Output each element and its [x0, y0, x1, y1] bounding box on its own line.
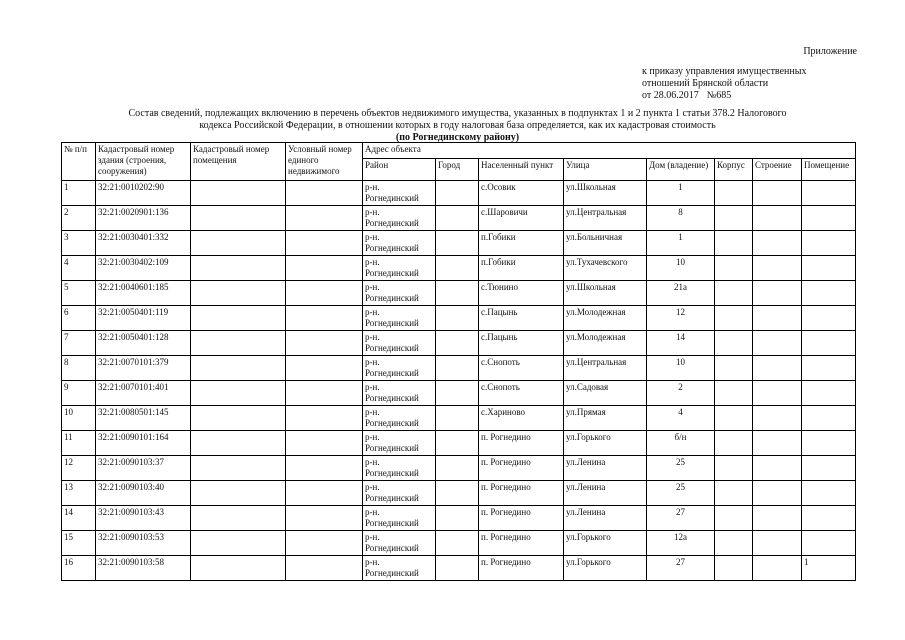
row-cad-building: 32:21:0080501:145 [96, 406, 191, 431]
row-house: 12а [647, 531, 715, 556]
row-house: 8 [647, 206, 715, 231]
row-structure [753, 431, 802, 456]
row-num: 5 [62, 281, 96, 306]
row-settlement: п. Рогнедино [479, 556, 564, 581]
row-cad-building: 32:21:0090103:40 [96, 481, 191, 506]
row-num: 3 [62, 231, 96, 256]
row-cad-room [191, 206, 286, 231]
row-house: 14 [647, 331, 715, 356]
row-cad-building: 32:21:0030401:332 [96, 231, 191, 256]
row-district: р-н. Рогнединский [363, 256, 436, 281]
row-settlement: с.Пацынь [479, 331, 564, 356]
row-house: 10 [647, 356, 715, 381]
row-settlement: п.Гобики [479, 231, 564, 256]
row-num: 2 [62, 206, 96, 231]
row-room [802, 431, 856, 456]
header-num: № п/п [62, 143, 96, 181]
row-city [436, 356, 479, 381]
row-district: р-н. Рогнединский [363, 431, 436, 456]
header-street: Улица [564, 159, 647, 181]
row-cad-room [191, 331, 286, 356]
table-row [62, 256, 856, 281]
row-cad-room [191, 306, 286, 331]
row-city [436, 256, 479, 281]
row-cad-building: 32:21:0010202:90 [96, 181, 191, 206]
header-settlement: Населенный пункт [479, 159, 564, 181]
table-row [62, 556, 856, 581]
row-cad-building: 32:21:0030402:109 [96, 256, 191, 281]
row-cad-building: 32:21:0050401:119 [96, 306, 191, 331]
row-room [802, 456, 856, 481]
row-city [436, 431, 479, 456]
table-row [62, 206, 856, 231]
header-cad-room: Кадастровый номер помещения [191, 143, 286, 181]
row-street: ул.Прямая [564, 406, 647, 431]
row-street: ул.Горького [564, 531, 647, 556]
row-street: ул.Больничная [564, 231, 647, 256]
row-room [802, 281, 856, 306]
table-row [62, 381, 856, 406]
row-cad-room [191, 356, 286, 381]
row-cond-num [286, 456, 363, 481]
row-room [802, 231, 856, 256]
row-house: 10 [647, 256, 715, 281]
row-street: ул.Молодежная [564, 306, 647, 331]
table-row [62, 281, 856, 306]
row-district: р-н. Рогнединский [363, 331, 436, 356]
row-cond-num [286, 231, 363, 256]
row-house: 4 [647, 406, 715, 431]
row-building [715, 556, 753, 581]
row-settlement: п. Рогнедино [479, 506, 564, 531]
row-structure [753, 206, 802, 231]
row-cad-building: 32:21:0070101:401 [96, 381, 191, 406]
row-city [436, 331, 479, 356]
row-street: ул.Школьная [564, 181, 647, 206]
row-street: ул.Ленина [564, 456, 647, 481]
row-house: 1 [647, 231, 715, 256]
header-house: Дом (владение) [647, 159, 715, 181]
row-structure [753, 281, 802, 306]
row-cond-num [286, 406, 363, 431]
row-settlement: с.Хариново [479, 406, 564, 431]
heading-district: (по Рогнединскому району) [395, 132, 520, 143]
row-street: ул.Ленина [564, 481, 647, 506]
row-settlement: с.Осовик [479, 181, 564, 206]
row-settlement: с.Пацынь [479, 306, 564, 331]
appendix-date: от 28.06.2017 [642, 90, 699, 101]
row-num: 11 [62, 431, 96, 456]
row-cad-building: 32:21:0090103:37 [96, 456, 191, 481]
row-cad-room [191, 531, 286, 556]
row-building [715, 181, 753, 206]
row-cad-room [191, 181, 286, 206]
row-structure [753, 306, 802, 331]
header-room: Помещение [802, 159, 856, 181]
row-structure [753, 181, 802, 206]
row-cad-building: 32:21:0090101:164 [96, 431, 191, 456]
row-city [436, 306, 479, 331]
row-cond-num [286, 256, 363, 281]
row-building [715, 381, 753, 406]
row-settlement: с.Шаровичи [479, 206, 564, 231]
row-cond-num [286, 531, 363, 556]
row-room: 1 [802, 556, 856, 581]
row-cond-num [286, 481, 363, 506]
row-cond-num [286, 356, 363, 381]
row-structure [753, 506, 802, 531]
row-num: 6 [62, 306, 96, 331]
row-cond-num [286, 556, 363, 581]
table-row [62, 481, 856, 506]
table-row [62, 531, 856, 556]
row-structure [753, 406, 802, 431]
heading-line2: кодекса Российской Федерации, в отношении которых в году налоговая база определяется, как их кадастровая стоимость [199, 120, 716, 131]
row-structure [753, 331, 802, 356]
row-num: 13 [62, 481, 96, 506]
row-cond-num [286, 381, 363, 406]
row-house: 25 [647, 456, 715, 481]
row-num: 14 [62, 506, 96, 531]
row-room [802, 306, 856, 331]
row-num: 12 [62, 456, 96, 481]
row-room [802, 406, 856, 431]
row-city [436, 456, 479, 481]
row-settlement: с.Снопоть [479, 381, 564, 406]
row-house: 1 [647, 181, 715, 206]
row-city [436, 481, 479, 506]
row-cad-room [191, 556, 286, 581]
row-settlement: п.Гобики [479, 256, 564, 281]
row-cad-room [191, 406, 286, 431]
row-house: 27 [647, 506, 715, 531]
table-body [62, 181, 856, 581]
row-district: р-н. Рогнединский [363, 506, 436, 531]
row-city [436, 406, 479, 431]
row-room [802, 181, 856, 206]
appendix-block [642, 46, 857, 102]
row-house: 21а [647, 281, 715, 306]
row-num: 1 [62, 181, 96, 206]
row-settlement: п. Рогнедино [479, 431, 564, 456]
row-district: р-н. Рогнединский [363, 556, 436, 581]
row-city [436, 206, 479, 231]
row-settlement: п. Рогнедино [479, 531, 564, 556]
row-street: ул.Школьная [564, 281, 647, 306]
row-cond-num [286, 281, 363, 306]
row-cad-room [191, 281, 286, 306]
row-num: 8 [62, 356, 96, 381]
row-city [436, 281, 479, 306]
table-row [62, 456, 856, 481]
row-cad-building: 32:21:0070101:379 [96, 356, 191, 381]
row-num: 7 [62, 331, 96, 356]
appendix-date-line [642, 90, 857, 102]
row-cond-num [286, 206, 363, 231]
row-structure [753, 356, 802, 381]
row-district: р-н. Рогнединский [363, 356, 436, 381]
table-row [62, 181, 856, 206]
row-street: ул.Тухачевского [564, 256, 647, 281]
header-building: Корпус [715, 159, 753, 181]
row-settlement: п. Рогнедино [479, 481, 564, 506]
header-district: Район [363, 159, 436, 181]
row-building [715, 431, 753, 456]
row-house: 25 [647, 481, 715, 506]
row-district: р-н. Рогнединский [363, 306, 436, 331]
row-building [715, 206, 753, 231]
row-cad-building: 32:21:0050401:128 [96, 331, 191, 356]
row-num: 4 [62, 256, 96, 281]
row-cad-room [191, 231, 286, 256]
row-cad-room [191, 481, 286, 506]
row-num: 15 [62, 531, 96, 556]
row-district: р-н. Рогнединский [363, 381, 436, 406]
row-house: 12 [647, 306, 715, 331]
row-building [715, 306, 753, 331]
row-street: ул.Горького [564, 431, 647, 456]
row-room [802, 531, 856, 556]
row-street: ул.Центральная [564, 206, 647, 231]
row-structure [753, 456, 802, 481]
row-cad-building: 32:21:0090103:58 [96, 556, 191, 581]
row-district: р-н. Рогнединский [363, 531, 436, 556]
row-house: б/н [647, 431, 715, 456]
row-cad-room [191, 256, 286, 281]
row-num: 10 [62, 406, 96, 431]
row-building [715, 506, 753, 531]
row-district: р-н. Рогнединский [363, 456, 436, 481]
row-district: р-н. Рогнединский [363, 406, 436, 431]
table-row [62, 356, 856, 381]
table-row [62, 306, 856, 331]
row-room [802, 356, 856, 381]
header-cond-num: Условный номер единого недвижимого [286, 143, 363, 181]
row-room [802, 381, 856, 406]
row-cond-num [286, 431, 363, 456]
row-structure [753, 231, 802, 256]
row-city [436, 531, 479, 556]
header-structure: Строение [753, 159, 802, 181]
table-row [62, 506, 856, 531]
row-street: ул.Ленина [564, 506, 647, 531]
row-settlement: с.Снопоть [479, 356, 564, 381]
row-room [802, 256, 856, 281]
row-building [715, 456, 753, 481]
row-street: ул.Садовая [564, 381, 647, 406]
row-building [715, 481, 753, 506]
row-structure [753, 481, 802, 506]
row-street: ул.Горького [564, 556, 647, 581]
row-city [436, 231, 479, 256]
table-row [62, 406, 856, 431]
row-building [715, 531, 753, 556]
row-cad-building: 32:21:0020901:136 [96, 206, 191, 231]
header-city: Город [436, 159, 479, 181]
row-cond-num [286, 506, 363, 531]
row-settlement: п. Рогнедино [479, 456, 564, 481]
row-house: 2 [647, 381, 715, 406]
row-room [802, 331, 856, 356]
row-room [802, 206, 856, 231]
table-row [62, 431, 856, 456]
row-cad-room [191, 381, 286, 406]
row-cad-room [191, 431, 286, 456]
row-city [436, 381, 479, 406]
row-district: р-н. Рогнединский [363, 206, 436, 231]
header-cad-building: Кадастровый номер здания (строения, сооружения) [96, 143, 191, 181]
row-street: ул.Молодежная [564, 331, 647, 356]
row-district: р-н. Рогнединский [363, 181, 436, 206]
row-cond-num [286, 181, 363, 206]
row-cond-num [286, 306, 363, 331]
row-house: 27 [647, 556, 715, 581]
row-city [436, 556, 479, 581]
row-cad-room [191, 506, 286, 531]
appendix-number: №685 [706, 90, 732, 101]
row-cad-building: 32:21:0040601:185 [96, 281, 191, 306]
row-cond-num [286, 331, 363, 356]
appendix-line2: отношений Брянской области [642, 78, 769, 89]
row-building [715, 356, 753, 381]
table-row [62, 231, 856, 256]
row-building [715, 256, 753, 281]
row-room [802, 506, 856, 531]
header-address: Адрес объекта [363, 143, 856, 159]
row-district: р-н. Рогнединский [363, 281, 436, 306]
property-table [61, 142, 856, 581]
row-building [715, 281, 753, 306]
row-cad-building: 32:21:0090103:53 [96, 531, 191, 556]
heading-line1: Состав сведений, подлежащих включению в перечень объектов недвижимого имущества, указанных в подпунктах 1 и 2 пункта 1 статьи 378.2 Налогового [128, 108, 787, 119]
row-city [436, 506, 479, 531]
row-district: р-н. Рогнединский [363, 481, 436, 506]
row-num: 9 [62, 381, 96, 406]
appendix-line1: к приказу управления имущественных [642, 66, 807, 77]
row-building [715, 406, 753, 431]
row-num: 16 [62, 556, 96, 581]
document-heading [60, 108, 855, 144]
row-building [715, 331, 753, 356]
row-structure [753, 381, 802, 406]
row-building [715, 231, 753, 256]
row-structure [753, 531, 802, 556]
row-street: ул.Центральная [564, 356, 647, 381]
appendix-title: Приложение [803, 46, 857, 57]
row-structure [753, 256, 802, 281]
row-settlement: с.Тюнино [479, 281, 564, 306]
table-row [62, 331, 856, 356]
row-cad-building: 32:21:0090103:43 [96, 506, 191, 531]
row-district: р-н. Рогнединский [363, 231, 436, 256]
row-city [436, 181, 479, 206]
row-room [802, 481, 856, 506]
row-cad-room [191, 456, 286, 481]
row-structure [753, 556, 802, 581]
